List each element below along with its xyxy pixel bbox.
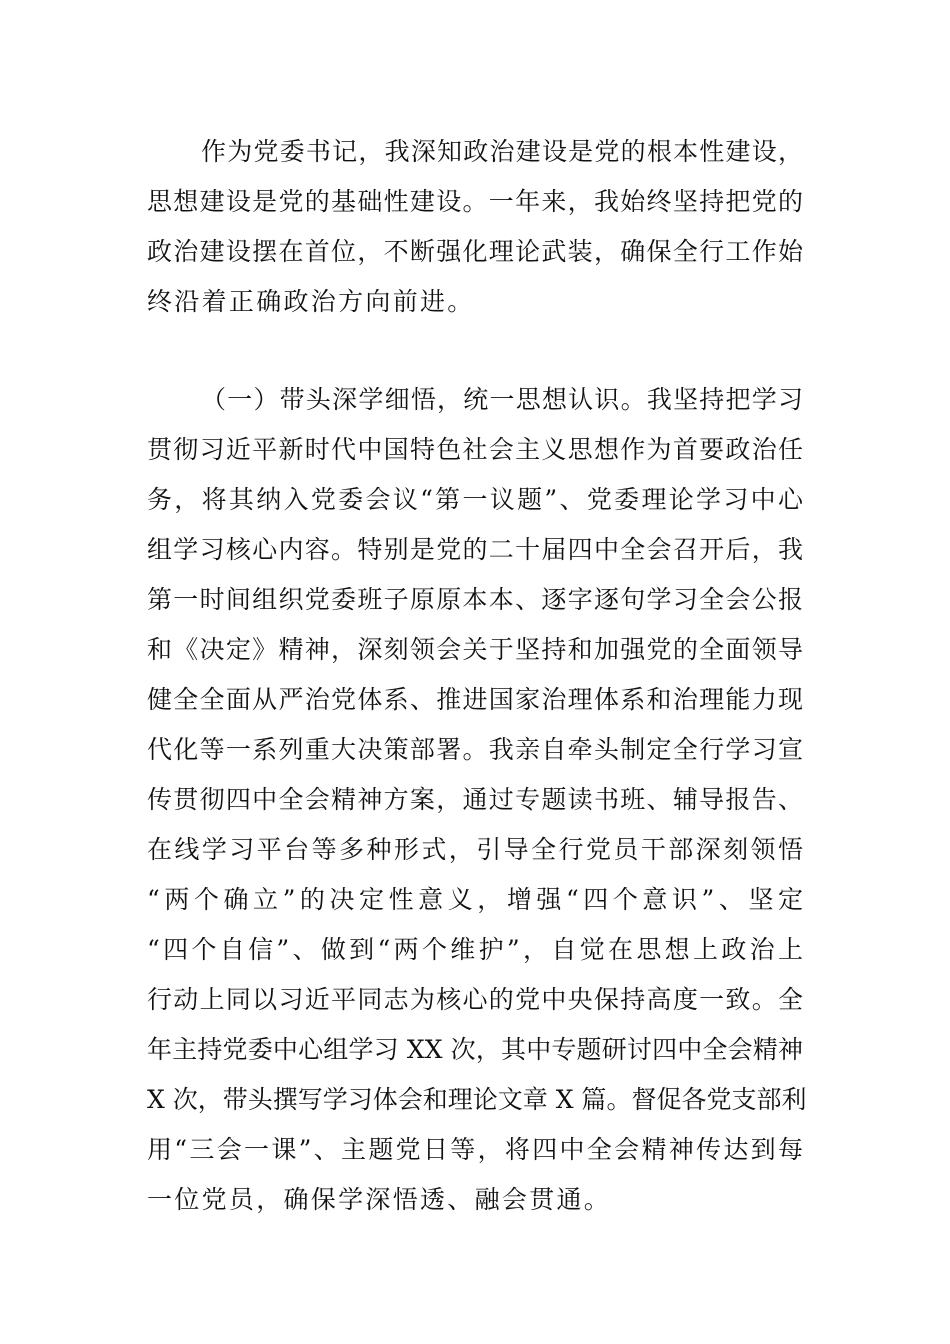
text-line: “四个自信”、做到“两个维护”，自觉在思想上政治上 (147, 935, 803, 964)
text-line: 行动上同以习近平同志为核心的党中央保持高度一致。全 (147, 985, 803, 1014)
text-line: 思想建设是党的基础性建设。一年来，我始终坚持把党的 (147, 187, 803, 216)
text-line: （一）带头深学细悟，统一思想认识。我坚持把学习 (201, 385, 803, 414)
text-line: 代化等一系列重大决策部署。我亲自牵头制定全行学习宣 (147, 735, 803, 764)
text-line: 和《决定》精神，深刻领会关于坚持和加强党的全面领导 (147, 635, 803, 664)
text-line: 在线学习平台等多种形式，引导全行党员干部深刻领悟 (147, 835, 803, 864)
text-line: 健全全面从严治党体系、推进国家治理体系和治理能力现 (147, 685, 803, 714)
text-line: 年主持党委中心组学习 XX 次，其中专题研讨四中全会精神 (147, 1035, 803, 1064)
text-line: 终沿着正确政治方向前进。 (147, 287, 475, 316)
text-line: 第一时间组织党委班子原原本本、逐字逐句学习全会公报 (147, 585, 803, 614)
text-line: 政治建设摆在首位，不断强化理论武装，确保全行工作始 (147, 237, 803, 266)
paragraph-intro (147, 127, 803, 327)
text-line: X 次，带头撰写学习体会和理论文章 X 篇。督促各党支部利 (147, 1085, 807, 1114)
text-line: 务，将其纳入党委会议“第一议题”、党委理论学习中心 (147, 485, 803, 514)
text-line: 贯彻习近平新时代中国特色社会主义思想作为首要政治任 (147, 435, 803, 464)
text-line: 用“三会一课”、主题党日等，将四中全会精神传达到每 (147, 1135, 803, 1164)
text-line: 组学习核心内容。特别是党的二十届四中全会召开后，我 (147, 535, 803, 564)
text-line: 作为党委书记，我深知政治建设是党的根本性建设， (201, 137, 803, 166)
text-line: 传贯彻四中全会精神方案，通过专题读书班、辅导报告、 (147, 785, 803, 814)
paragraph-section-1 (147, 375, 807, 1225)
text-line: “两个确立”的决定性意义，增强“四个意识”、坚定 (147, 885, 803, 914)
text-line: 一位党员，确保学深悟透、融会贯通。 (147, 1185, 612, 1214)
